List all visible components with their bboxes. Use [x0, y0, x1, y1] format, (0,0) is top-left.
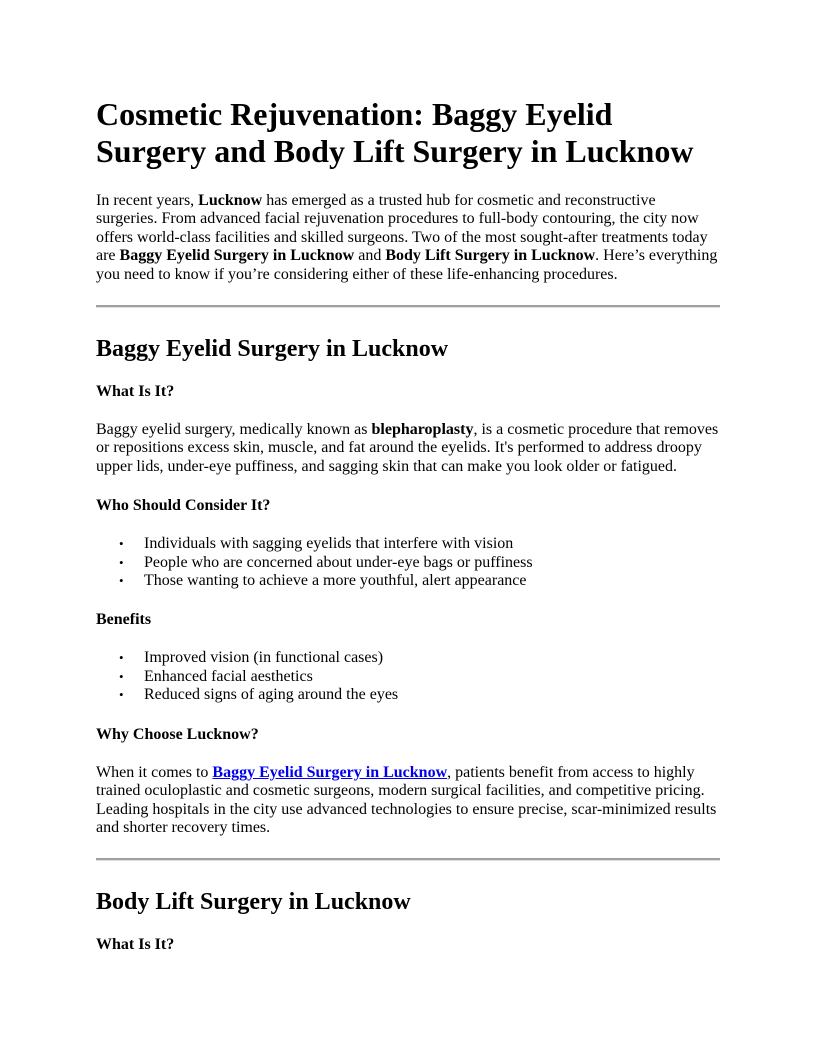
- bullet-icon: •: [119, 554, 124, 570]
- intro-paragraph: [96, 192, 720, 284]
- list-item: [119, 535, 720, 553]
- eyelid-why-heading: Why Choose Lucknow?: [96, 725, 259, 743]
- list-item: [119, 553, 720, 572]
- eyelid-who-heading: Who Should Consider It?: [96, 497, 271, 515]
- list-item: [119, 649, 720, 667]
- eyelid-benefits-list: [96, 649, 720, 704]
- list-item-text: Reduced signs of aging around the eyes: [144, 686, 399, 704]
- intro-text-2: has emerged as a trusted hub for cosmetic and reconstructive surgeries. From advanced facial rejuvenation procedures to full-body contouring, the city now offers world-class facilities and skilled surgeons. Two of the most sought-after treatments today are: [96, 192, 708, 265]
- list-item-text: Enhanced facial aesthetics: [144, 667, 313, 685]
- list-item: [119, 686, 720, 704]
- section-divider: [96, 305, 720, 308]
- list-item: [119, 572, 720, 590]
- eyelid-what-text-2: , is a cosmetic procedure that removes or repositions excess skin, muscle, and fat around the eyelids. It's performed to address droopy upper lids, under-eye puffiness, and sagging skin that can make you look older or fatigued.: [96, 421, 719, 475]
- eyelid-benefits-heading: Benefits: [96, 611, 152, 629]
- eyelid-why-text-1: When it comes to: [96, 763, 213, 781]
- eyelid-why-paragraph: [96, 764, 720, 838]
- eyelid-surgery-link[interactable]: Baggy Eyelid Surgery in Lucknow: [212, 763, 448, 781]
- bullet-icon: •: [119, 668, 124, 684]
- list-item-text: Individuals with sagging eyelids that interfere with vision: [144, 535, 514, 553]
- document-page: [96, 96, 720, 974]
- intro-text-4: . Here’s everything you need to know if you’re considering either of these life-enhancing procedures.: [96, 247, 718, 283]
- eyelid-what-paragraph: [96, 421, 720, 476]
- list-item: [119, 667, 720, 686]
- bodylift-what-heading: What Is It?: [96, 936, 175, 954]
- intro-bold-eyelid: Baggy Eyelid Surgery in Lucknow: [119, 247, 355, 265]
- intro-bold-lucknow: Lucknow: [198, 192, 263, 209]
- eyelid-section-heading: Baggy Eyelid Surgery in Lucknow: [96, 336, 449, 363]
- list-item-text: Those wanting to achieve a more youthful, alert appearance: [144, 572, 527, 590]
- bodylift-section-heading: Body Lift Surgery in Lucknow: [96, 889, 411, 916]
- intro-text-1: In recent years,: [96, 192, 199, 209]
- list-item-text: People who are concerned about under-eye bags or puffiness: [144, 553, 533, 571]
- eyelid-who-list: [96, 535, 720, 590]
- eyelid-why-text-2: , patients benefit from access to highly trained oculoplastic and cosmetic surgeons, modern surgical facilities, and competitive pricing. Leading hospitals in the city use advanced technologies to ensure precise, scar-minimized results and shorter recovery times.: [96, 763, 717, 836]
- bullet-icon: •: [119, 650, 124, 666]
- intro-text-3: and: [354, 247, 386, 265]
- intro-bold-bodylift: Body Lift Surgery in Lucknow: [385, 247, 596, 265]
- bullet-icon: •: [119, 536, 124, 552]
- bullet-icon: •: [119, 687, 124, 703]
- eyelid-what-text-1: Baggy eyelid surgery, medically known as: [96, 421, 372, 439]
- section-divider: [96, 858, 720, 861]
- page-title: Cosmetic Rejuvenation: Baggy Eyelid Surgery and Body Lift Surgery in Lucknow: [96, 96, 694, 169]
- eyelid-what-heading: What Is It?: [96, 383, 175, 401]
- bullet-icon: •: [119, 573, 124, 589]
- eyelid-what-bold: blepharoplasty: [371, 421, 474, 439]
- list-item-text: Improved vision (in functional cases): [144, 649, 384, 667]
